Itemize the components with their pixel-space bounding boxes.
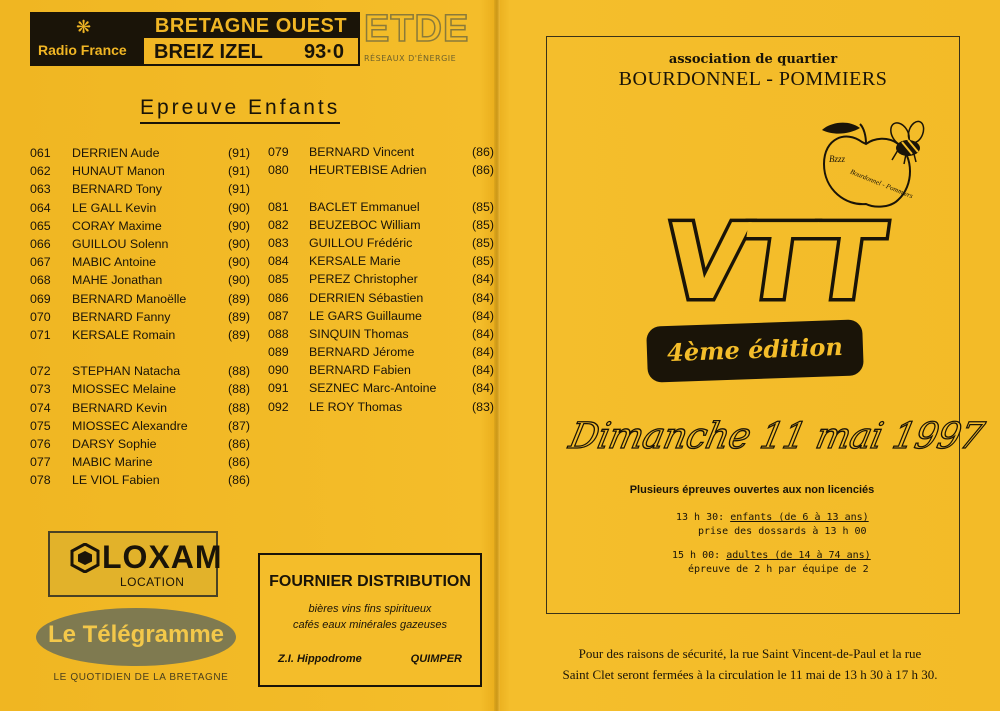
participant-year: (88) xyxy=(227,382,250,397)
participant-row xyxy=(30,180,250,198)
participant-name: BERNARD Jérome xyxy=(309,345,415,360)
participant-row xyxy=(268,289,494,307)
radio-station-name: BREIZ IZEL xyxy=(154,41,263,63)
loxam-location: LOCATION xyxy=(120,575,185,589)
participant-year: (84) xyxy=(471,345,494,360)
participant-row xyxy=(30,271,250,289)
participant-year: (85) xyxy=(471,254,494,269)
participant-name: BERNARD Manoëlle xyxy=(72,291,187,306)
fournier-products-2: cafés eaux minérales gazeuses xyxy=(292,619,448,631)
entries-column-right xyxy=(268,143,494,416)
participant-year: (88) xyxy=(227,364,250,379)
schedule-children-label: enfants (de 6 à 13 ans) xyxy=(730,512,869,523)
bee-label: Bzzz xyxy=(829,154,846,164)
participant-row xyxy=(30,144,250,162)
participant-year: (85) xyxy=(471,217,494,232)
participant-row xyxy=(268,252,494,270)
radio-france-name: Radio France xyxy=(38,42,127,58)
participant-name: SINQUIN Thomas xyxy=(309,326,409,341)
participant-number: 091 xyxy=(268,381,289,396)
participant-year: (90) xyxy=(227,200,250,215)
association-name: BOURDONNEL - POMMIERS xyxy=(618,68,888,90)
participant-number: 069 xyxy=(30,291,51,306)
participant-name: KERSALE Romain xyxy=(72,327,176,342)
participant-year: (89) xyxy=(227,309,250,324)
schedule-children-detail: prise des dossards à 13 h 00 xyxy=(698,526,867,537)
participant-row xyxy=(268,325,494,343)
participant-name: LE GALL Kevin xyxy=(72,200,157,215)
participant-name: KERSALE Marie xyxy=(309,254,401,269)
participant-name: DERRIEN Aude xyxy=(72,146,160,160)
participant-year: (86) xyxy=(471,145,494,159)
participant-number: 081 xyxy=(268,199,289,214)
participant-row xyxy=(30,380,250,398)
participant-row xyxy=(268,143,494,161)
participant-row xyxy=(30,253,250,271)
safety-notice-line-2: Saint Clet seront fermées à la circulation le 11 mai de 13 h 30 à 17 h 30. xyxy=(562,667,938,682)
participant-name: GUILLOU Frédéric xyxy=(309,235,413,250)
participant-year: (87) xyxy=(227,418,250,433)
participant-number: 067 xyxy=(30,255,51,270)
etde-logo xyxy=(362,8,474,66)
participant-row xyxy=(30,471,250,489)
fournier-address: Z.I. Hippodrome xyxy=(278,653,362,665)
participant-number: 087 xyxy=(268,308,289,323)
participant-name: LE GARS Guillaume xyxy=(309,308,422,323)
participant-name: BERNARD Vincent xyxy=(309,145,415,159)
edition-label: 4ème édition xyxy=(666,331,844,368)
participant-name: GUILLOU Solenn xyxy=(72,236,169,251)
edition-badge xyxy=(646,319,864,383)
participant-name: LE VIOL Fabien xyxy=(72,473,160,488)
participant-number: 082 xyxy=(268,217,289,232)
participant-year: (90) xyxy=(227,218,250,233)
participant-row xyxy=(268,198,494,216)
participant-year: (88) xyxy=(227,400,250,415)
participant-number: 092 xyxy=(268,399,289,414)
participant-name: BERNARD Tony xyxy=(72,182,162,197)
participant-year: (83) xyxy=(471,399,494,414)
participant-year: (85) xyxy=(471,235,494,250)
participant-row xyxy=(268,216,494,234)
etde-wordmark: ETDE xyxy=(364,8,470,50)
participant-name: BEUZEBOC William xyxy=(309,217,421,232)
schedule-children-time: 13 h 30: xyxy=(676,512,731,523)
participant-number: 064 xyxy=(30,200,51,215)
entries-column-left xyxy=(30,144,250,490)
participant-number: 063 xyxy=(30,182,51,197)
participant-row xyxy=(30,435,250,453)
participant-name: DERRIEN Sébastien xyxy=(309,290,424,305)
participant-number: 077 xyxy=(30,455,51,470)
schedule-adults-detail: épreuve de 2 h par équipe de 2 xyxy=(688,564,869,575)
participant-name: BERNARD Kevin xyxy=(72,400,168,415)
radio-frequency: 93·0 xyxy=(303,41,344,63)
participant-row xyxy=(268,398,494,416)
participant-year: (86) xyxy=(227,473,250,488)
participant-year: (91) xyxy=(227,164,250,179)
participant-year: (86) xyxy=(227,455,250,470)
participant-year: (91) xyxy=(227,182,250,197)
participant-year: (84) xyxy=(471,308,494,323)
participant-row xyxy=(30,290,250,308)
participant-name: MABIC Marine xyxy=(72,455,153,470)
radio-station-region: BRETAGNE OUEST xyxy=(144,14,358,38)
participant-number: 085 xyxy=(268,272,289,287)
participant-row xyxy=(30,235,250,253)
schedule-adults-label: adultes (de 14 à 74 ans) xyxy=(726,550,871,561)
etde-subtitle: RÉSEAUX D'ÉNERGIE xyxy=(364,54,457,63)
radio-france-icon: ❋ xyxy=(76,17,92,38)
participant-name: DARSY Sophie xyxy=(72,437,157,451)
participant-year: (89) xyxy=(227,291,250,306)
participant-year: (90) xyxy=(227,236,250,251)
participant-row xyxy=(268,270,494,288)
participant-row xyxy=(30,326,250,344)
participant-name: CORAY Maxime xyxy=(72,218,162,233)
participant-name: BACLET Emmanuel xyxy=(309,199,420,214)
apple-caption: Bourdonnel - Pommiers xyxy=(848,167,915,201)
row-spacer xyxy=(268,179,494,197)
participant-name: MIOSSEC Alexandre xyxy=(72,418,188,433)
participant-number: 075 xyxy=(30,418,51,433)
participant-number: 071 xyxy=(30,327,51,342)
participant-row xyxy=(30,453,250,471)
loxam-wordmark: LOXAM xyxy=(102,539,223,575)
participant-number: 086 xyxy=(268,290,289,305)
participant-number: 083 xyxy=(268,235,289,250)
participant-number: 089 xyxy=(268,345,289,360)
participant-number: 078 xyxy=(30,473,51,488)
participant-name: BERNARD Fanny xyxy=(72,309,171,324)
schedule-adults-time: 15 h 00: xyxy=(672,550,727,561)
radio-station-line xyxy=(144,39,358,64)
radio-france-ad xyxy=(30,12,360,66)
participant-year: (90) xyxy=(227,273,250,288)
participant-number: 068 xyxy=(30,273,51,288)
schedule-children xyxy=(676,512,869,523)
epreuve-title: Epreuve Enfants xyxy=(140,96,340,124)
safety-notice xyxy=(510,643,990,685)
participant-year: (86) xyxy=(227,437,250,451)
participant-name: MAHE Jonathan xyxy=(72,273,163,288)
participant-row xyxy=(268,379,494,397)
participant-number: 090 xyxy=(268,363,289,378)
participant-year: (84) xyxy=(471,363,494,378)
participant-number: 070 xyxy=(30,309,51,324)
participant-name: HEURTEBISE Adrien xyxy=(309,163,427,178)
participant-year: (84) xyxy=(471,381,494,396)
participant-number: 061 xyxy=(30,146,51,160)
bee-apple-logo xyxy=(816,116,938,212)
loxam-ad xyxy=(48,531,223,597)
fournier-ad xyxy=(258,553,482,687)
radio-france-logo xyxy=(32,14,144,64)
participant-row xyxy=(30,417,250,435)
vtt-title: VTT xyxy=(657,201,888,323)
participant-row xyxy=(268,361,494,379)
participant-row xyxy=(30,162,250,180)
schedule-adults xyxy=(672,550,871,561)
participant-name: HUNAUT Manon xyxy=(72,164,165,179)
participant-year: (84) xyxy=(471,326,494,341)
participant-year: (89) xyxy=(227,327,250,342)
participant-name: SEZNEC Marc-Antoine xyxy=(309,381,437,396)
participant-number: 065 xyxy=(30,218,51,233)
telegramme-wordmark: Le Télégramme xyxy=(47,621,225,648)
participant-year: (84) xyxy=(471,272,494,287)
participant-number: 072 xyxy=(30,364,51,379)
participant-number: 074 xyxy=(30,400,51,415)
participant-row xyxy=(30,308,250,326)
participant-name: LE ROY Thomas xyxy=(309,399,403,414)
safety-notice-line-1: Pour des raisons de sécurité, la rue Saint Vincent-de-Paul et la rue xyxy=(578,646,922,661)
event-date: Dimanche 11 mai 1997 xyxy=(565,416,988,457)
participant-row xyxy=(268,234,494,252)
participant-name: MIOSSEC Melaine xyxy=(72,382,176,397)
participant-name: STEPHAN Natacha xyxy=(72,364,181,379)
participant-number: 062 xyxy=(30,164,51,179)
participant-number: 079 xyxy=(268,145,289,159)
center-fold xyxy=(494,0,500,711)
participant-year: (91) xyxy=(227,146,250,160)
telegramme-logo xyxy=(36,608,236,666)
participant-year: (85) xyxy=(471,199,494,214)
association-label: association de quartier xyxy=(668,52,838,67)
participant-row xyxy=(30,362,250,380)
fournier-title: FOURNIER DISTRIBUTION xyxy=(269,573,471,590)
participant-year: (90) xyxy=(227,255,250,270)
participant-row xyxy=(30,199,250,217)
participant-name: MABIC Antoine xyxy=(72,255,157,270)
participant-number: 080 xyxy=(268,163,289,178)
participant-number: 066 xyxy=(30,236,51,251)
fournier-products-1: bières vins fins spiritueux xyxy=(308,603,432,615)
participant-year: (84) xyxy=(471,290,494,305)
participant-year: (86) xyxy=(471,163,494,178)
participant-row xyxy=(30,217,250,235)
participant-name: BERNARD Fabien xyxy=(309,363,411,378)
participant-row xyxy=(268,343,494,361)
participant-number: 084 xyxy=(268,254,289,269)
telegramme-tagline: LE QUOTIDIEN DE LA BRETAGNE xyxy=(53,672,229,683)
epreuves-info: Plusieurs épreuves ouvertes aux non licenciés xyxy=(629,484,875,496)
loxam-hexagon-icon xyxy=(70,543,100,573)
participant-row xyxy=(268,161,494,179)
participant-number: 088 xyxy=(268,326,289,341)
participant-row xyxy=(30,399,250,417)
row-spacer xyxy=(30,344,250,362)
participant-name: PEREZ Christopher xyxy=(309,272,418,287)
apple-bee-icon xyxy=(816,116,938,212)
participant-row xyxy=(268,307,494,325)
fournier-city: QUIMPER xyxy=(410,653,462,665)
participant-number: 076 xyxy=(30,437,51,451)
participant-number: 073 xyxy=(30,382,51,397)
